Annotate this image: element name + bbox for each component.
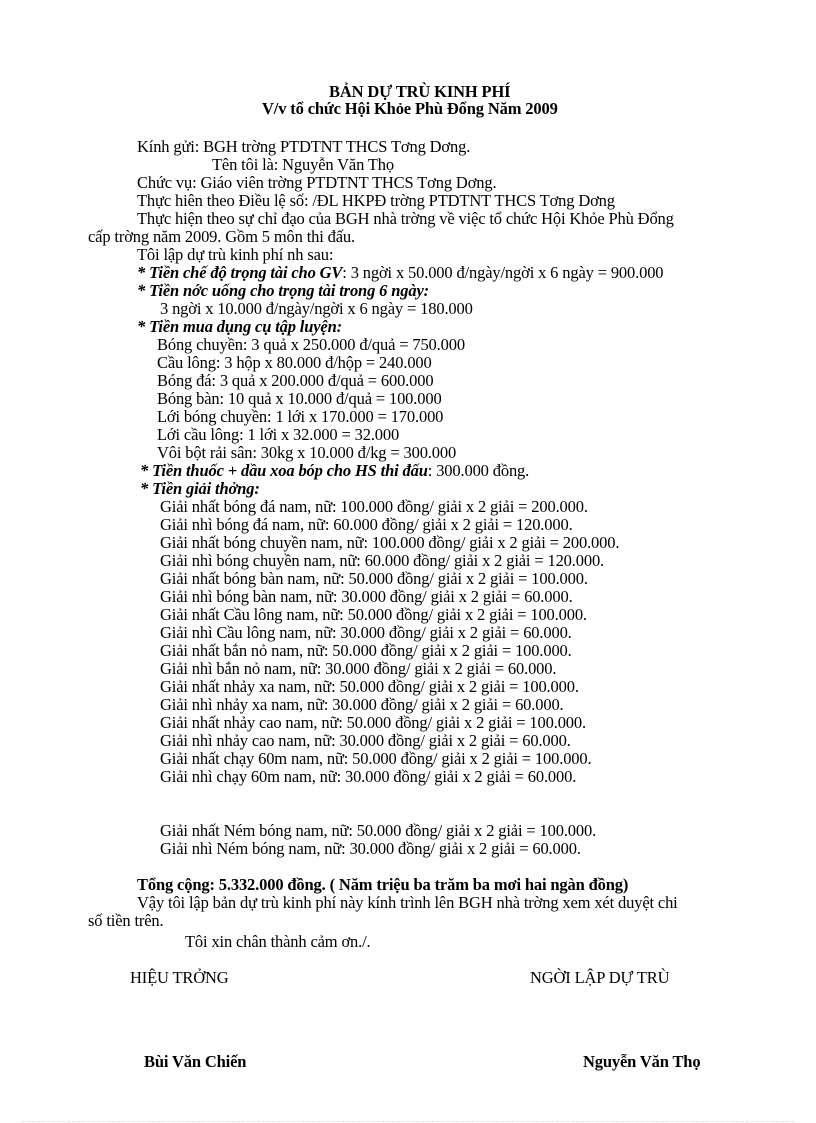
prize-item: Giải nhì chạy 60m nam, nữ: 30.000 đồng/ giải x 2 giải = 60.000. (160, 767, 577, 786)
equipment-item: Cầu lông: 3 hộp x 80.000 đ/hộp = 240.000 (157, 353, 432, 372)
prize-item: Giải nhất chạy 60m nam, nữ: 50.000 đồng/ giải x 2 giải = 100.000. (160, 749, 592, 768)
page-title: BẢN DỰ TRÙ KINH PHÍ (329, 82, 511, 101)
prize-item: Giải nhất bóng bàn nam, nữ: 50.000 đồng/ giải x 2 giải = 100.000. (160, 569, 588, 588)
prize-item: Giải nhất nhảy cao nam, nữ: 50.000 đồng/ giải x 2 giải = 100.000. (160, 713, 586, 732)
prize-item: Giải nhất Ném bóng nam, nữ: 50.000 đồng/ giải x 2 giải = 100.000. (160, 821, 597, 840)
prize-item: Giải nhất nhảy xa nam, nữ: 50.000 đồng/ giải x 2 giải = 100.000. (160, 677, 579, 696)
referee-fee-text: : 3 ngời x 50.000 đ/ngày/ngời x 6 ngày = 900.000 (342, 263, 664, 282)
author-name-line: Tên tôi là: Nguyễn Văn Thọ (212, 155, 394, 174)
equipment-item: Lới bóng chuyền: 1 lới x 170.000 = 170.000 (157, 407, 444, 426)
prize-item: Giải nhì bóng chuyền nam, nữ: 60.000 đồng/ giải x 2 giải = 120.000. (160, 551, 605, 570)
prize-item: Giải nhì bóng đá nam, nữ: 60.000 đồng/ giải x 2 giải = 120.000. (160, 515, 573, 534)
referee-fee-label: * Tiền chế độ trọng tài cho GV (137, 263, 343, 282)
preparer-title: NGỜI LẬP DỰ TRÙ (530, 968, 670, 987)
medicine-label: * Tiền thuốc + dầu xoa bóp cho HS thi đấu (140, 461, 428, 480)
principal-name: Bùi Văn Chiến (144, 1052, 247, 1071)
closing-line-2: số tiền trên. (88, 911, 164, 930)
prize-item: Giải nhì bắn nỏ nam, nữ: 30.000 đồng/ giải x 2 giải = 60.000. (160, 659, 557, 678)
prize-item: Giải nhất Cầu lông nam, nữ: 50.000 đồng/ giải x 2 giải = 100.000. (160, 605, 587, 624)
recipient-line: Kính gửi: BGH trờng PTDTNT THCS Tơng Dơng. (137, 137, 471, 156)
water-fee-text: 3 ngời x 10.000 đ/ngày/ngời x 6 ngày = 180.000 (160, 299, 473, 318)
prize-item: Giải nhì Ném bóng nam, nữ: 30.000 đồng/ giải x 2 giải = 60.000. (160, 839, 581, 858)
directive-line-1: Thực hiện theo sự chỉ đạo của BGH nhà trờng về việc tổ chức Hội Khỏe Phù Đổng (137, 209, 674, 228)
prize-item: Giải nhất bóng chuyền nam, nữ: 100.000 đồng/ giải x 2 giải = 200.000. (160, 533, 620, 552)
directive-line-2: cấp trờng năm 2009. Gồm 5 môn thi đấu. (88, 227, 355, 246)
equipment-item: Bóng chuyền: 3 quả x 250.000 đ/quả = 750.000 (157, 335, 465, 354)
water-fee-label: * Tiền nớc uống cho trọng tài trong 6 ngày: (137, 281, 429, 300)
equipment-item: Vôi bột rải sân: 30kg x 10.000 đ/kg = 300.000 (157, 443, 457, 462)
prize-item: Giải nhất bắn nỏ nam, nữ: 50.000 đồng/ giải x 2 giải = 100.000. (160, 641, 572, 660)
equipment-item: Lới cầu lông: 1 lới x 32.000 = 32.000 (157, 425, 400, 444)
prize-item: Giải nhì bóng bàn nam, nữ: 30.000 đồng/ giải x 2 giải = 60.000. (160, 587, 573, 606)
equipment-item: Bóng đá: 3 quả x 200.000 đ/quả = 600.000 (157, 371, 434, 390)
medicine-line (140, 462, 529, 480)
referee-fee-line (137, 264, 663, 282)
page-bottom-divider (22, 1121, 794, 1122)
prize-item: Giải nhất bóng đá nam, nữ: 100.000 đồng/ giải x 2 giải = 200.000. (160, 497, 588, 516)
prizes-label: * Tiền giải thởng: (140, 479, 260, 498)
regulation-line: Thực hiên theo Điều lệ số: /ĐL HKPĐ trờng PTDTNT THCS Tơng Dơng (137, 191, 615, 210)
medicine-text: : 300.000 đồng. (427, 461, 530, 480)
thanks-line: Tôi xin chân thành cảm ơn./. (185, 932, 371, 951)
prize-item: Giải nhì Cầu lông nam, nữ: 30.000 đồng/ giải x 2 giải = 60.000. (160, 623, 572, 642)
page-subtitle: V/v tổ chức Hội Khỏe Phù Đổng Năm 2009 (262, 99, 558, 118)
closing-line-1: Vậy tôi lập bản dự trù kinh phí này kính trình lên BGH nhà trờng xem xét duyệt chi (137, 893, 678, 912)
prize-item: Giải nhì nhảy xa nam, nữ: 30.000 đồng/ giải x 2 giải = 60.000. (160, 695, 564, 714)
total-line: Tổng cộng: 5.332.000 đồng. ( Năm triệu ba trăm ba mơi hai ngàn đồng) (137, 875, 629, 894)
principal-title: HIỆU TRỞNG (130, 968, 229, 987)
position-line: Chức vụ: Giáo viên trờng PTDTNT THCS Tơng Dơng. (137, 173, 497, 192)
prize-item: Giải nhì nhảy cao nam, nữ: 30.000 đồng/ giải x 2 giải = 60.000. (160, 731, 571, 750)
preparer-name: Nguyễn Văn Thọ (583, 1052, 701, 1071)
equipment-item: Bóng bàn: 10 quả x 10.000 đ/quả = 100.000 (157, 389, 442, 408)
equipment-label: * Tiền mua dụng cụ tập luyện: (137, 317, 342, 336)
budget-intro-line: Tôi lập dự trù kinh phí nh sau: (137, 245, 334, 264)
